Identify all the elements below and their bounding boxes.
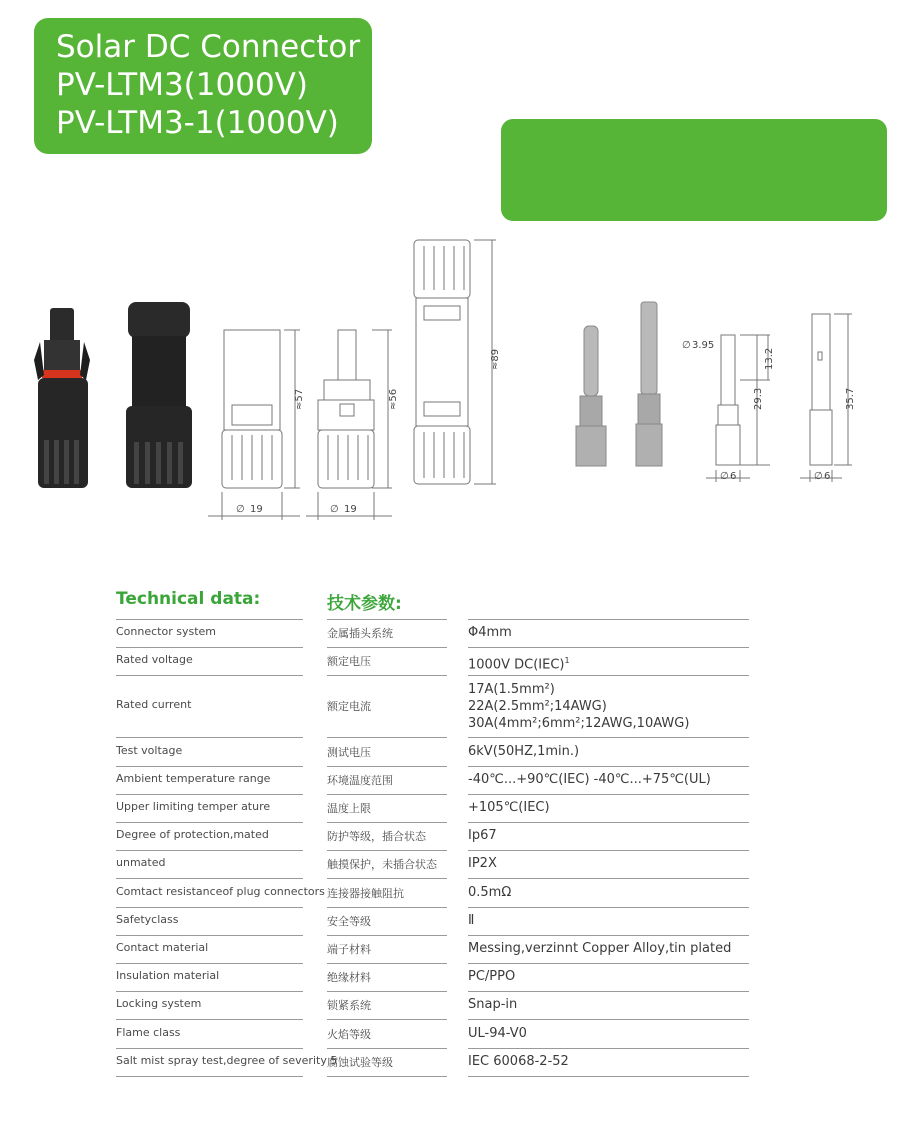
spec-value-line: 17A(1.5mm²) bbox=[468, 682, 555, 698]
table-divider bbox=[468, 647, 749, 648]
table-divider bbox=[116, 1048, 303, 1049]
technical-data-heading: Technical data: bbox=[116, 589, 261, 609]
title-line-2: PV-LTM3(1000V) bbox=[56, 67, 308, 103]
table-divider bbox=[327, 935, 447, 936]
spec-value-line: 30A(4mm²;6mm²;12AWG,10AWG) bbox=[468, 716, 690, 732]
pin-photo-2 bbox=[636, 302, 662, 466]
table-divider bbox=[327, 963, 447, 964]
dim-pin1-h2: 29.3 bbox=[753, 387, 764, 410]
spec-label-en: Comtact resistanceof plug connectors bbox=[116, 884, 325, 898]
table-divider bbox=[468, 963, 749, 964]
table-divider bbox=[327, 991, 447, 992]
spec-label-zh: 连接器接触阻抗 bbox=[327, 886, 404, 900]
spec-label-en: Upper limiting temper ature bbox=[116, 799, 271, 813]
spec-label-zh: 触摸保护，未插合状态 bbox=[327, 858, 437, 872]
table-divider bbox=[468, 935, 749, 936]
green-banner-bar bbox=[501, 119, 887, 221]
spec-label-en: Rated voltage bbox=[116, 653, 193, 667]
dim-pin2-base: 6 bbox=[824, 471, 831, 482]
spec-value bbox=[468, 912, 474, 929]
spec-label-en: Rated current bbox=[116, 698, 192, 712]
table-divider bbox=[116, 1019, 303, 1020]
table-divider bbox=[327, 1019, 447, 1020]
spec-value bbox=[468, 624, 512, 641]
spec-label-en: Safetyclass bbox=[116, 912, 179, 926]
table-divider bbox=[116, 822, 303, 823]
dim-d1-height: ≈57 bbox=[294, 388, 305, 410]
table-divider bbox=[116, 737, 303, 738]
table-divider bbox=[327, 794, 447, 795]
drawing-female-outline bbox=[208, 330, 300, 520]
dim-pin1-base: 6 bbox=[730, 471, 737, 482]
table-divider bbox=[327, 737, 447, 738]
table-divider bbox=[468, 1076, 749, 1077]
spec-value bbox=[468, 884, 511, 901]
spec-label-en: Degree of protection,mated bbox=[116, 828, 269, 842]
table-divider bbox=[327, 907, 447, 908]
spec-value-text: Ip67 bbox=[468, 828, 497, 844]
title-line-3: PV-LTM3-1(1000V) bbox=[56, 105, 339, 141]
spec-value-text: 6kV(50HZ,1min.) bbox=[468, 743, 580, 759]
spec-value bbox=[468, 652, 570, 673]
spec-value-text: Snap-in bbox=[468, 997, 518, 1013]
spec-footnote-mark: 1 bbox=[564, 656, 570, 666]
table-divider bbox=[116, 675, 303, 676]
table-divider bbox=[116, 963, 303, 964]
spec-value bbox=[468, 1025, 527, 1042]
table-divider bbox=[468, 991, 749, 992]
table-divider bbox=[468, 675, 749, 676]
spec-label-zh: 测试电压 bbox=[327, 745, 371, 759]
dim-pin2-h: 35.7 bbox=[845, 387, 856, 410]
spec-value bbox=[468, 996, 517, 1013]
spec-label-en: unmated bbox=[116, 856, 166, 870]
dim-d2-width: 19 bbox=[344, 504, 357, 515]
pin-photo-1 bbox=[576, 326, 606, 466]
table-divider bbox=[116, 935, 303, 936]
table-divider bbox=[468, 737, 749, 738]
dim-d2-height: ≈56 bbox=[388, 388, 399, 410]
dim-d1-width: 19 bbox=[250, 504, 263, 515]
spec-value-text: 1000V DC(IEC) bbox=[468, 657, 565, 673]
table-divider bbox=[116, 907, 303, 908]
table-divider bbox=[116, 619, 303, 620]
spec-value bbox=[468, 1053, 569, 1070]
table-divider bbox=[327, 647, 447, 648]
title-banner bbox=[34, 18, 372, 154]
spec-value-text: Ⅱ bbox=[468, 912, 475, 928]
table-divider bbox=[468, 794, 749, 795]
spec-label-zh: 绝缘材料 bbox=[327, 971, 371, 985]
table-divider bbox=[468, 1019, 749, 1020]
drawing-male-outline bbox=[306, 330, 392, 520]
table-divider bbox=[468, 907, 749, 908]
spec-label-en: Contact material bbox=[116, 940, 209, 954]
spec-label-zh: 金属插头系统 bbox=[327, 627, 393, 641]
spec-value-text: +105℃(IEC) bbox=[468, 799, 550, 815]
spec-label-en: Connector system bbox=[116, 625, 216, 639]
spec-value-text: Messing,verzinnt Copper Alloy,tin plated bbox=[468, 940, 732, 956]
table-divider bbox=[116, 766, 303, 767]
spec-label-zh: 额定电压 bbox=[327, 655, 371, 669]
dim-d3-height: ≈89 bbox=[490, 348, 501, 370]
table-divider bbox=[116, 794, 303, 795]
dim-pin1-h1: 13.2 bbox=[764, 347, 775, 370]
diameter-symbol-3: ∅ bbox=[682, 340, 691, 351]
spec-value bbox=[468, 940, 731, 957]
spec-label-en: Salt mist spray test,degree of severity 5 bbox=[116, 1053, 338, 1067]
spec-value bbox=[468, 968, 515, 985]
table-divider bbox=[468, 850, 749, 851]
table-divider bbox=[327, 1076, 447, 1077]
spec-value-line: 22A(2.5mm²;14AWG) bbox=[468, 699, 607, 715]
spec-value-text: IEC 60068-2-52 bbox=[468, 1053, 569, 1069]
diameter-symbol-5: ∅ bbox=[814, 471, 823, 482]
title-line-1: Solar DC Connector bbox=[56, 29, 361, 65]
spec-label-en: Locking system bbox=[116, 997, 202, 1011]
spec-label-en: Test voltage bbox=[116, 743, 183, 757]
spec-label-zh: 额定电流 bbox=[327, 700, 371, 714]
spec-label-zh: 温度上限 bbox=[327, 801, 371, 815]
female-connector-photo bbox=[126, 302, 192, 488]
table-divider bbox=[327, 619, 447, 620]
spec-value-text: Φ4mm bbox=[468, 625, 512, 641]
spec-value bbox=[468, 799, 550, 816]
connector-drawings bbox=[0, 230, 900, 540]
diameter-symbol: ∅ bbox=[236, 504, 245, 515]
table-divider bbox=[468, 822, 749, 823]
male-connector-photo bbox=[34, 308, 90, 488]
spec-label-zh: 防护等级，插合状态 bbox=[327, 830, 426, 844]
table-divider bbox=[116, 991, 303, 992]
spec-value bbox=[468, 743, 579, 760]
table-divider bbox=[468, 878, 749, 879]
table-divider bbox=[468, 619, 749, 620]
spec-label-zh: 环境温度范围 bbox=[327, 773, 393, 787]
spec-label-en: Insulation material bbox=[116, 969, 220, 983]
spec-value-text: IP2X bbox=[468, 856, 497, 872]
spec-value-text: UL-94-V0 bbox=[468, 1025, 527, 1041]
spec-label-zh: 安全等级 bbox=[327, 914, 371, 928]
technical-data-heading-zh: 技术参数: bbox=[327, 594, 402, 614]
table-divider bbox=[116, 850, 303, 851]
table-divider bbox=[327, 850, 447, 851]
spec-value bbox=[468, 855, 497, 872]
table-divider bbox=[116, 1076, 303, 1077]
spec-label-zh: 腐蚀试验等级 bbox=[327, 1055, 393, 1069]
table-divider bbox=[468, 766, 749, 767]
spec-value bbox=[468, 827, 497, 844]
diameter-symbol-4: ∅ bbox=[720, 471, 729, 482]
spec-value bbox=[468, 771, 711, 788]
drawing-mated-outline bbox=[414, 240, 496, 484]
table-divider bbox=[327, 1048, 447, 1049]
spec-label-en: Flame class bbox=[116, 1025, 181, 1039]
table-divider bbox=[327, 822, 447, 823]
spec-label-en: Ambient temperature range bbox=[116, 771, 271, 785]
table-divider bbox=[116, 647, 303, 648]
spec-label-zh: 火焰等级 bbox=[327, 1027, 371, 1041]
spec-value-text: 0.5mΩ bbox=[468, 884, 512, 900]
table-divider bbox=[327, 878, 447, 879]
diameter-symbol-2: ∅ bbox=[330, 504, 339, 515]
table-divider bbox=[327, 766, 447, 767]
table-divider bbox=[468, 1048, 749, 1049]
spec-value-text: -40℃...+90℃(IEC) -40℃...+75℃(UL) bbox=[468, 771, 711, 787]
spec-label-zh: 端子材料 bbox=[327, 942, 371, 956]
spec-label-zh: 锁紧系统 bbox=[327, 999, 371, 1013]
spec-value-text: PC/PPO bbox=[468, 969, 516, 985]
table-divider bbox=[116, 878, 303, 879]
dim-pin1-dia: 3.95 bbox=[692, 340, 715, 351]
table-divider bbox=[327, 675, 447, 676]
